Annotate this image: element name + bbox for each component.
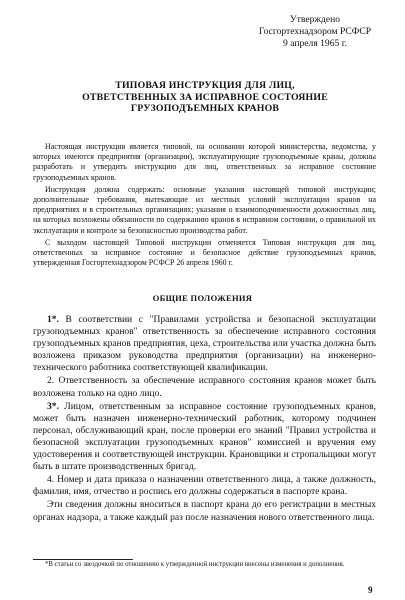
item-1-text: В соответствии с "Правилами устройства и безопасной эксплуатации грузоподъемных кранов" ответственность за обеспечение исправного состояния грузоподъемных кранов предприятия, цеха, строительства или участка должна быть возложена приказом руководства предприятия (организации) на инженерно-технического работника соответствующей квалификации. [33, 315, 376, 374]
document-title [40, 80, 370, 115]
title-line-3: ГРУЗОПОДЪЕМНЫХ КРАНОВ [130, 103, 280, 114]
title-line-1: ТИПОВАЯ ИНСТРУКЦИЯ ДЛЯ ЛИЦ, [115, 80, 295, 91]
approval-line-1: Утверждено [289, 14, 341, 25]
item-4-continuation: Эти сведения должны вноситься в паспорт крана до его регистрации в местных органах надзора, а также каждый раз после назначения нового ответственного лица. [33, 500, 376, 523]
item-4 [33, 474, 376, 498]
general-provisions [33, 314, 376, 525]
item-1 [33, 314, 376, 374]
item-2 [33, 375, 376, 399]
intro-section [33, 142, 376, 270]
footnote-divider [33, 559, 133, 560]
page-number: 9 [368, 585, 373, 595]
title-line-2: ОТВЕТСТВЕННЫХ ЗА ИСПРАВНОЕ СОСТОЯНИЕ [82, 91, 328, 103]
item-2-number: 2. [47, 376, 55, 387]
intro-paragraph-2: Инструкция должна содержать: основные указания настоящей типовой инструкции; дополнительные требования, вытекающие из местных условий эксплуатации кранов на предприятиях и в строительных организациях; указания о взаимоподчиненности должностных лиц, на которых возложены обязанности по содержанию кранов в исправном состоянии, о правильной их эксплуатации и контроле за безопасностью производства работ. [33, 184, 376, 235]
approval-block [240, 14, 390, 50]
intro-paragraph-1: Настоящая инструкция является типовой, на основании которой министерства, ведомства, у которых имеются предприятия (организации), эксплуатирующие грузоподъемные краны, должны разработать и утвердить инструкцию для лиц, ответственных за исправное состояние грузоподъемных кранов. [33, 142, 376, 182]
intro-paragraph-3: С выходом настоящей Типовой инструкции отменяется Типовая инструкция для лиц, ответственных за исправное состояние и безопасное действие грузоподъемных кранов, утвержденная Госгортехнадзором РСФСР 26 апреля 1960 г. [33, 237, 376, 268]
item-3-text: Лицом, ответственным за исправное состояние грузоподъемных кранов, может быть назначен инженерно-технический работник, которому подчинен персонал, обслуживающий кран, после проверки его знаний "Правил устройства и безопасной эксплуатации грузоподъемных кранов" комиссией и вручения ему удостоверения и соответствующей инструкции. Крановщики и стропальщики могут быть в штате производственных бригад. [33, 401, 377, 473]
approval-line-2: Госгортехнадзором РСФСР [258, 26, 372, 37]
item-4-number: 4. [47, 475, 55, 486]
item-3 [33, 401, 376, 474]
footnote-text: *В статьи со звездочкой по отношению к утвержденной инструкции внесены изменения и дополнения. [45, 561, 345, 568]
item-1-number: 1*. [47, 315, 59, 325]
footnote [33, 561, 376, 570]
approval-line-3: 9 апреля 1965 г. [283, 38, 347, 49]
item-4-text: Номер и дата приказа о назначении ответственного лица, а также должность, фамилия, имя, отчество и роспись его должны содержаться в паспорте крана. [33, 475, 376, 498]
section-heading: ОБЩИЕ ПОЛОЖЕНИЯ [152, 293, 253, 303]
item-2-text: Ответственность за обеспечение исправного состояния кранов может быть возложена только на одно лицо. [33, 376, 376, 399]
item-3-number: 3*. [47, 401, 59, 412]
